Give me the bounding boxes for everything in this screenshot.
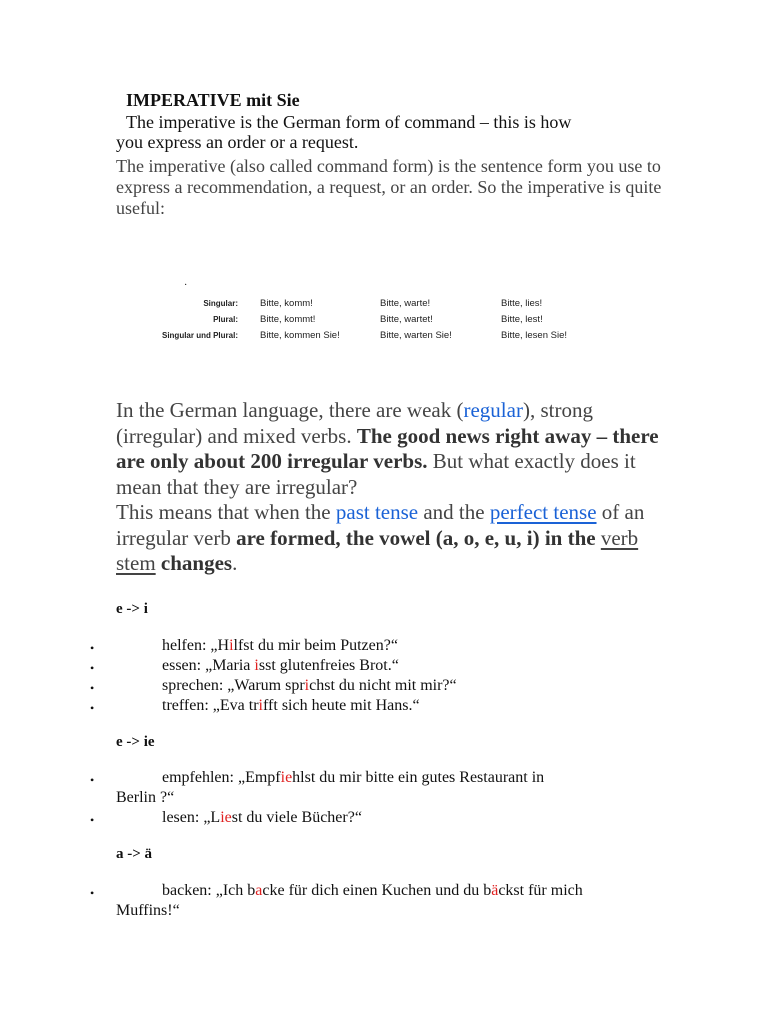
text-span: But what exactly does it mean that they are irregular? [116,449,636,499]
text-span: . [232,551,238,575]
list-item: • treffen: „Eva trifft sich heute mit Hans.“ [90,696,650,716]
conjugation-table [150,298,567,346]
bold-text: The good news right away – there are only about 200 irregular verbs. [116,423,659,473]
verb-stem-link[interactable]: verb stem [116,525,639,575]
text-span: This means that when the [116,500,336,524]
text-span: In the German language, there are weak ( [116,398,464,422]
list-item: • empfehlen: „Empfiehlst du mir bitte ein gutes Restaurant in Berlin ?“ [90,768,650,808]
table-cell: Bitte, komm! [260,298,313,309]
table-row [150,330,567,346]
section-header-e-i: e -> i [116,601,148,617]
intro-line-2: you express an order or a request. [116,132,359,152]
page-title: IMPERATIVE mit Sie [126,90,300,110]
explanation-paragraph [116,398,676,577]
list-item: • helfen: „Hilfst du mir beim Putzen?“ [90,636,650,656]
row-label: Singular: [203,299,238,308]
stray-dot: · [184,280,188,291]
bold-text: are formed, the vowel (a, o, e, u, i) in the [236,525,601,550]
perfect-tense-link[interactable]: perfect tense [489,500,597,524]
section-header-a-ae: a -> ä [116,846,153,862]
table-cell: Bitte, wartet! [380,314,433,325]
intro-line-1: The imperative is the German form of command – this is how [126,112,572,132]
list-item: • backen: „Ich backe für dich einen Kuchen und du bäckst für mich Muffins!“ [90,881,650,921]
list-item: • lesen: „Liest du viele Bücher?“ [90,808,650,828]
table-cell: Bitte, lest! [501,314,543,325]
text-span: and the [418,500,490,524]
table-cell: Bitte, warte! [380,298,431,309]
text-span: ), strong (irregular) and mixed verbs. [116,398,593,448]
list-item: • sprechen: „Warum sprichst du nicht mit mir?“ [90,676,650,696]
table-row [150,298,567,314]
bold-text: changes [155,551,233,575]
row-label: Plural: [213,315,238,324]
table-cell: Bitte, warten Sie! [380,330,452,341]
intro-paragraph-2: The imperative (also called command form) is the sentence form you use to express a recommendation, a request, or an order. So the imperative is quite useful: [116,156,662,218]
list-a-ae [90,881,650,921]
past-tense-link[interactable]: past tense [335,500,419,524]
regular-link[interactable]: regular [463,398,523,422]
section-header-e-ie: e -> ie [116,734,155,750]
table-cell: Bitte, kommen Sie! [260,330,340,341]
list-item: • essen: „Maria isst glutenfreies Brot.“ [90,656,650,676]
table-cell: Bitte, kommt! [260,314,316,325]
table-cell: Bitte, lies! [501,298,543,309]
table-cell: Bitte, lesen Sie! [501,330,568,341]
list-e-i [90,636,650,716]
text-span: of an irregular verb [116,500,645,550]
table-row [150,314,567,330]
row-label: Singular und Plural: [161,331,238,340]
intro-paragraph [116,112,676,152]
list-e-ie [90,768,650,828]
